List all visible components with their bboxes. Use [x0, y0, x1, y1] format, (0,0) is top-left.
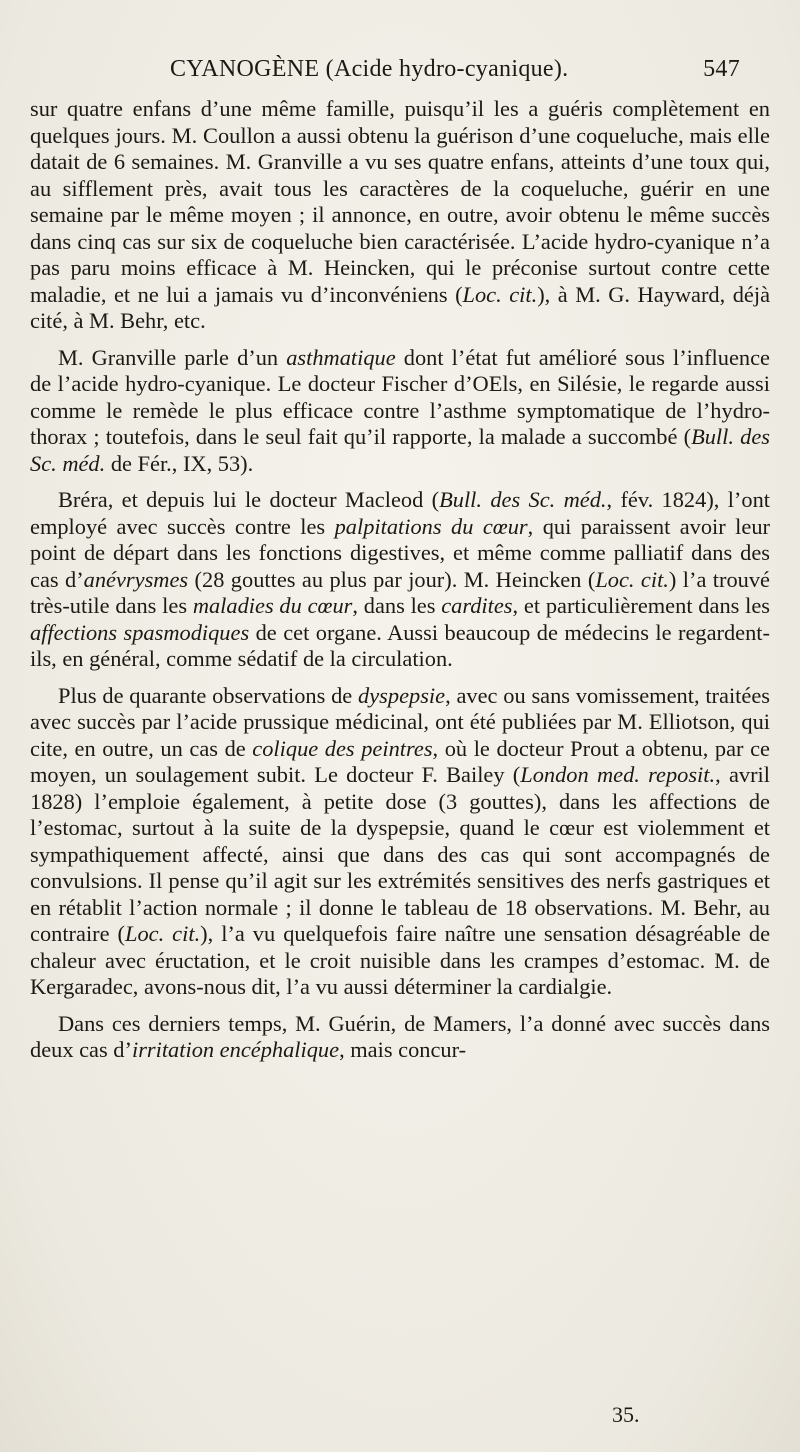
signature-mark: 35. — [612, 1402, 640, 1427]
italic-text: asthmatique — [286, 344, 396, 370]
text-segment: ), à M. G. Hayward, déjà cité, à M. Behr, etc. — [30, 281, 771, 333]
body-text — [30, 96, 770, 1064]
text-segment: , mais concur- — [339, 1037, 467, 1062]
text-segment: , dans les — [352, 593, 442, 618]
text-segment: , avec ou sans vomissement, traitées avec succès par l’acide prussique médicinal, ont été publiées par M. Elliotson, qui cite, en outre, un cas de — [30, 682, 770, 761]
italic-text: Bull. des Sc. méd. — [439, 487, 607, 512]
italic-text: irritation encéphalique — [131, 1037, 340, 1062]
italic-text: Loc. cit. — [125, 921, 201, 946]
text-segment: Dans ces derniers temps, M. Guérin, de Mamers, l’a donné avec succès dans deux cas d’ — [30, 1010, 770, 1062]
text-segment: , fév. 1824), l’ont employé avec succès contre les — [30, 487, 771, 539]
paragraph — [30, 1011, 770, 1064]
text-segment: de Fér., IX, 53). — [105, 450, 254, 476]
text-segment: , et particulièrement dans les — [512, 593, 770, 618]
italic-text: palpitations du cœur — [334, 513, 528, 539]
paragraph — [30, 345, 770, 478]
text-segment: , qui paraissent avoir leur point de départ dans les fonctions digestives, et même comme palliatif dans des cas d’ — [30, 513, 770, 592]
text-segment: ) l’a trouvé très-utile dans les — [30, 566, 770, 618]
italic-text: anévrysmes — [83, 566, 189, 592]
text-segment: Plus de quarante observations de — [58, 682, 359, 708]
italic-text: Bull. des Sc. méd. — [30, 424, 771, 476]
text-segment: M. Granville parle d’un — [58, 344, 287, 370]
text-segment: sur quatre enfans d’une même famille, puisqu’il les a guéris complètement en quelques jours. M. Coullon a aussi obtenu la guérison d’une coqueluche, mais elle datait de 6 semaines. M. Granville a vu ses quatre enfans, atteints d’une toux qui, au sifflement près, avait tous les caractères de la coqueluche, guérir en une semaine par le même moyen ; il annonce, en outre, avoir obtenu le même succès dans cinq cas sur six de coqueluche bien caractérisée. L’acide hydro-cyanique n’a pas paru moins efficace à M. Heincken, qui le préconise surtout contre cette maladie, et ne lui a jamais vu d’inconvéniens ( — [30, 96, 770, 307]
text-segment: (28 gouttes au plus par jour). M. Heincken ( — [188, 566, 596, 592]
italic-text: cardites — [441, 593, 513, 618]
italic-text: affections spasmodiques — [30, 619, 250, 645]
text-segment: ), l’a vu quelquefois faire naître une sensation désagréable de chaleur avec éructation, et le croit nuisible dans les crampes d’estomac. M. de Kergaradec, avons-nous dit, l’a vu aussi déterminer la cardialgie. — [30, 921, 771, 999]
italic-text: maladies du cœur — [192, 593, 353, 618]
paragraph — [30, 96, 770, 335]
paragraph — [30, 487, 770, 673]
paragraph — [30, 683, 770, 1001]
text-segment: , avril 1828) l’emploie également, à petite dose (3 gouttes), dans les affections de l’estomac, surtout à la suite de la dyspepsie, quand le cœur est violemment et sympathiquement affecté, ainsi que dans des cas qui sont accompagnés de convulsions. Il pense qu’il agit sur les extrémités sensitives des nerfs gastriques et en rétablit l’action normale ; il donne le tableau de 18 observations. M. Behr, au contraire ( — [30, 762, 770, 946]
italic-text: Loc. cit. — [462, 281, 538, 307]
running-title: CYANOGÈNE (Acide hydro-cyanique). — [170, 56, 569, 82]
text-segment: Bréra, et depuis lui le docteur Macleod ( — [58, 487, 440, 512]
page-number: 547 — [703, 56, 740, 82]
italic-text: colique des peintres — [252, 735, 433, 761]
text-segment: , où le docteur Prout a obtenu, par ce moyen, un soulagement subit. Le docteur F. Bailey ( — [30, 735, 770, 787]
italic-text: London med. reposit. — [520, 762, 716, 787]
italic-text: dyspepsie — [358, 682, 446, 708]
text-segment: dont l’état fut amélioré sous l’influence de l’acide hydro-cyanique. Le docteur Fischer d’OEls, en Silésie, le regarde aussi comme le remède le plus efficace contre l’asthme symptomatique de l’hydro-thorax ; toutefois, dans le seul fait qu’il rapporte, la malade a succombé ( — [30, 344, 770, 449]
italic-text: Loc. cit. — [595, 566, 669, 592]
running-header — [30, 56, 770, 96]
text-segment: de cet organe. Aussi beaucoup de médecins le regardent-ils, en général, comme sédatif de la circulation. — [30, 619, 770, 671]
